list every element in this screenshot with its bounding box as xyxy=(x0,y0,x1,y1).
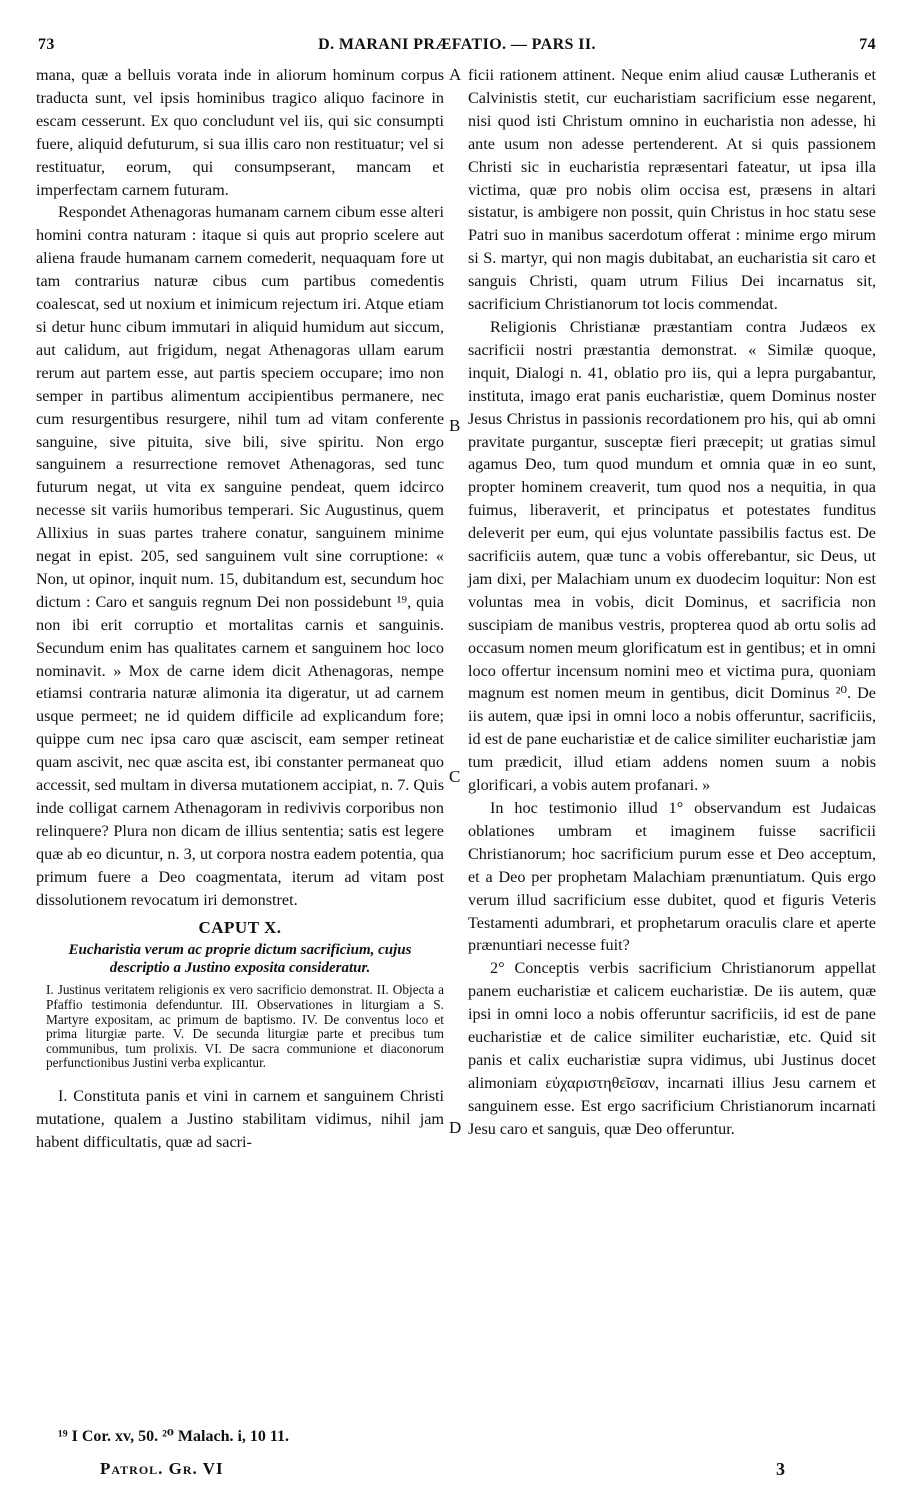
page-number-right: 74 xyxy=(859,36,876,53)
right-paragraph-1: ficii rationem attinent. Neque enim aliud causæ Lutheranis et Calvinistis stetit, cur eucharistiam sacrificium esse negarent, nisi quod isti Christum omnino in eucharistia non adesse, hi ante usum non adesse pertenderent. At si quis passionem Christi sic in eucharistia repræsentari fateatur, ut ipsa illa victima, quæ pro nobis olim occisa est, præsens in altari sistatur, is ambigere non possit, quin Christus in hoc statu sese Patri suo in manibus sacerdotum offerat : minime ergo mirum si S. martyr, qui non magis dubitabat, an eucharistia sit caro et sanguis Christi, quam utrum Filius Dei incarnatus sit, sacrificium Christianorum tot locis commendat. xyxy=(468,66,876,314)
left-paragraph-3: I. Constituta panis et vini in carnem et sanguinem Christi mutatione, qualem a Justino stabilitam vidimus, nihil jam habent difficultatis, quæ ad sacri- xyxy=(36,1087,444,1151)
right-paragraph-3: In hoc testimonio illud 1° observandum est Judaicas oblationes umbram et imaginem fuisse sacrificii Christianorum; hoc sacrificium purum esse et Deo acceptum, et a Deo per prophetam Malachiam prænuntiatum. Quis ergo verum illud sacrificium esse dubitet, quod et figuris Veteris Testamenti adumbrari, et prophetarum oraculis clare et aperte prænuntiari necesse fuit? xyxy=(468,799,876,955)
left-paragraph-2: Respondet Athenagoras humanam carnem cibum esse alteri homini contra naturam : itaque si quis aut proprio scelere aut aliena fraude humanam carnem comederit, nequaquam fore ut tam contrarius naturæ cibus cum partibus comedentis coalescat, sed ut noxium et inimicum rejectum iri. Atque etiam si detur hunc cibum immutari in aliquid humidum aut siccum, aut calidum, aut frigidum, negat Athenagoras ullam earum rerum aut partem esse, aut partis speciem occupare; imo non semper in partibus alimentum accipientibus permanere, nec cum resurgentibus resurgere, nihil tum ad vitam conferente sanguine, sive pituita, sive bili, sive spiritu. Non ergo sanguinem a resurrectione removet Athenagoras, sed tunc futurum negat, ut vita ex sanguine pendeat, quem idcirco necesse sit variis humoribus temperari. Sic Augustinus, quem Allixius in suas partes trahere conatur, sanguinem minime negat in epist. 205, sed sanguinem vult sine corruptione: « Non, ut opinor, inquit num. 15, dubitandum est, secundum hoc dictum : Caro et sanguis regnum Dei non possidebunt ¹⁹, quia non ibi erit corruptio et mortalitas carnis et sanguinis. Secundum enim has qualitates carnem et sanguinem hoc loco nominavit. » Mox de carne idem dicit Athenagoras, nempe etiamsi contraria naturæ alimonia ita digeratur, ut ad carnem usque permeet; ne id quidem difficile ad explicandum fore; quippe cum nec ipsa caro quæ asciscit, eam semper retineat quam ascivit, nec quæ ascita est, ibi constanter permaneat quo accessit, sed multam in diversa mutationem accipiat, n. 7. Quis inde colligat carnem Athenagoram in redivivis corporibus non relinquere? Plura non dicam de illius sententia; satis est legere quæ ab eo dicuntur, n. 3, ut corpora nostra eadem potentia, qua primum fuere a Deo coagmentata, iterum ad vitam post dissolutionem revocatum iri demonstret. xyxy=(36,203,444,909)
footer-signature: Patrol. Gr. VI xyxy=(100,1459,224,1478)
margin-letter-a: A xyxy=(449,65,462,84)
chapter-subtitle: Eucharistia verum ac proprie dictum sacrificium, cujus descriptio a Justino exposita consideratur. xyxy=(68,942,412,977)
right-column xyxy=(468,64,876,1141)
chapter-summary: I. Justinus veritatem religionis ex vero sacrificio demonstrat. II. Objecta a Pfaffio testimonia defenduntur. III. Observationes in liturgiam a S. Martyre expositam, ac primum de baptismo. IV. De conventus loco et prima liturgiæ parte. V. De secunda liturgiæ parte et precibus tum communibus, tum prolixis. VI. De sacra communione et diaconorum perfunctionibus Justini verba explicantur. xyxy=(46,982,444,1071)
left-column xyxy=(36,64,444,1154)
left-paragraph-1: mana, quæ a belluis vorata inde in aliorum hominum corpus traducta sunt, vel ipsis hominibus tragico aliquo facinore in escam cesserunt. Ex quo concludunt vel iis, qui sic consumpti fuere, aliquid defuturum, si sua illis caro non restituatur; vel si restituatur, eorum, qui consumpserant, mancam et imperfectam carnem futuram. xyxy=(36,66,444,199)
chapter-title: CAPUT X. xyxy=(198,917,282,937)
footnotes: ¹⁹ I Cor. xv, 50. ²⁰ Malach. i, 10 11. xyxy=(58,1428,290,1445)
margin-letter-c: C xyxy=(449,767,461,786)
right-paragraph-4: 2° Conceptis verbis sacrificium Christianorum appellat panem eucharistiæ et calicem eucharistiæ. De iis autem, quæ ipsi in omni loco a nobis offeruntur sacrificiis, id est de pane eucharistiæ et de calice similiter eucharistiæ, etc. Quid sit panis et calix eucharistiæ supra vidimus, ubi Justinus docet alimoniam εὐχαριστηθεῖσαν, incarnati illius Jesu carnem et sanguinem esse. Est ergo sacrificium Christianorum incarnati Jesu caro et sanguis, quæ Deo offeruntur. xyxy=(468,959,876,1138)
footer-gathering-number: 3 xyxy=(776,1459,785,1479)
margin-letter-d: D xyxy=(449,1118,462,1137)
running-title: D. MARANI PRÆFATIO. — PARS II. xyxy=(318,36,596,53)
right-paragraph-2: Religionis Christianæ præstantiam contra Judæos ex sacrificii nostri præstantia demonstrat. « Similæ quoque, inquit, Dialogi n. 41, oblatio pro iis, qui a lepra purgabantur, instituta, imago erat panis eucharistiæ, quem Dominus noster Jesus Christus in passionis recordationem pro his, qui ab omni pravitate purgantur, susceptæ fieri præcepit; ut gratias simul agamus Deo, tum quod mundum et omnia quæ in eo sunt, propter hominem creaverit, tum quod nos a nequitia, in qua fuimus, liberaverit, et principatus et potestates funditus deleverit per eum, qui ejus voluntate passibilis factus est. De sacrificiis autem, quæ tunc a vobis offerebantur, sic Deus, ut jam dixi, per Malachiam unum ex duodecim loquitur: Non est voluntas mea in vobis, dicit Dominus, et sacrificia non suscipiam de manibus vestris, propterea quod ab ortu solis ad occasum nomen meum glorificatum est in gentibus; et in omni loco offertur incensum nomini meo et victima pura, quoniam magnum est nomen meum in gentibus, dicit Dominus ²⁰. De iis autem, quæ ipsi in omni loco a nobis offeruntur, sacrificiis, id est de pane eucharistiæ et de calice similiter eucharistiæ jam tum prædicit, illud etiam addens nomen suum a nobis glorificari, a vobis autem profanari. » xyxy=(468,317,876,795)
page-number-left: 73 xyxy=(38,36,55,53)
margin-letter-b: B xyxy=(449,416,461,435)
running-head xyxy=(38,36,876,58)
